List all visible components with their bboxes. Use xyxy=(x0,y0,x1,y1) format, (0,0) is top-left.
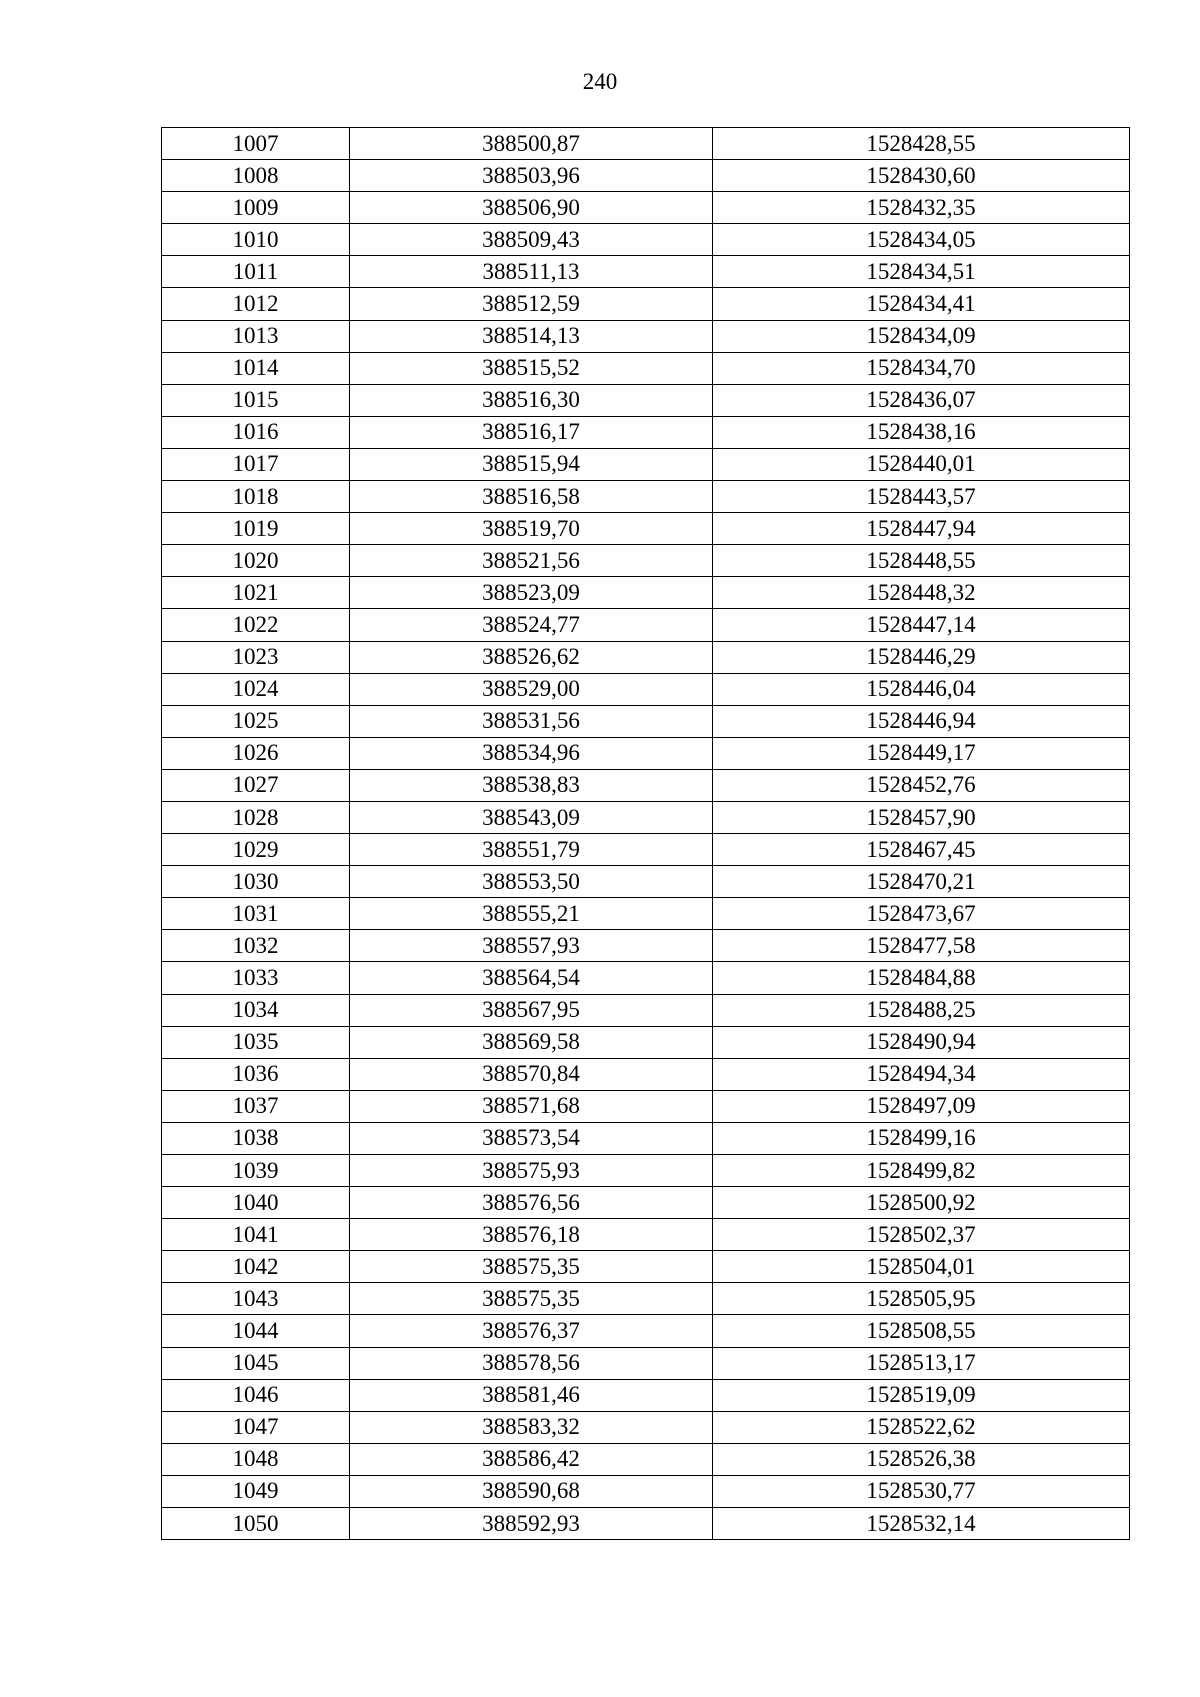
table-row xyxy=(162,513,1130,545)
x-coordinate-cell: 388551,79 xyxy=(350,834,713,866)
x-coordinate-cell: 388592,93 xyxy=(350,1508,713,1540)
x-coordinate-cell: 388511,13 xyxy=(350,256,713,288)
table-row xyxy=(162,1347,1130,1379)
table-row xyxy=(162,1219,1130,1251)
point-number-cell: 1044 xyxy=(162,1315,350,1347)
y-coordinate-cell: 1528446,04 xyxy=(713,673,1130,705)
table-row xyxy=(162,866,1130,898)
coordinates-table-body xyxy=(162,128,1130,1540)
y-coordinate-cell: 1528434,70 xyxy=(713,352,1130,384)
x-coordinate-cell: 388575,93 xyxy=(350,1155,713,1187)
table-row xyxy=(162,994,1130,1026)
y-coordinate-cell: 1528519,09 xyxy=(713,1379,1130,1411)
x-coordinate-cell: 388557,93 xyxy=(350,930,713,962)
y-coordinate-cell: 1528448,55 xyxy=(713,545,1130,577)
y-coordinate-cell: 1528448,32 xyxy=(713,577,1130,609)
table-row xyxy=(162,416,1130,448)
x-coordinate-cell: 388529,00 xyxy=(350,673,713,705)
x-coordinate-cell: 388575,35 xyxy=(350,1251,713,1283)
y-coordinate-cell: 1528438,16 xyxy=(713,416,1130,448)
table-row xyxy=(162,769,1130,801)
point-number-cell: 1036 xyxy=(162,1058,350,1090)
y-coordinate-cell: 1528432,35 xyxy=(713,192,1130,224)
point-number-cell: 1013 xyxy=(162,320,350,352)
y-coordinate-cell: 1528434,05 xyxy=(713,224,1130,256)
x-coordinate-cell: 388514,13 xyxy=(350,320,713,352)
y-coordinate-cell: 1528470,21 xyxy=(713,866,1130,898)
y-coordinate-cell: 1528430,60 xyxy=(713,160,1130,192)
y-coordinate-cell: 1528447,14 xyxy=(713,609,1130,641)
table-row xyxy=(162,160,1130,192)
table-row xyxy=(162,801,1130,833)
x-coordinate-cell: 388515,94 xyxy=(350,448,713,480)
y-coordinate-cell: 1528499,16 xyxy=(713,1122,1130,1154)
x-coordinate-cell: 388524,77 xyxy=(350,609,713,641)
point-number-cell: 1017 xyxy=(162,448,350,480)
point-number-cell: 1032 xyxy=(162,930,350,962)
table-row xyxy=(162,737,1130,769)
x-coordinate-cell: 388534,96 xyxy=(350,737,713,769)
point-number-cell: 1009 xyxy=(162,192,350,224)
point-number-cell: 1014 xyxy=(162,352,350,384)
y-coordinate-cell: 1528532,14 xyxy=(713,1508,1130,1540)
table-row xyxy=(162,705,1130,737)
y-coordinate-cell: 1528488,25 xyxy=(713,994,1130,1026)
y-coordinate-cell: 1528428,55 xyxy=(713,128,1130,160)
point-number-cell: 1019 xyxy=(162,513,350,545)
x-coordinate-cell: 388570,84 xyxy=(350,1058,713,1090)
point-number-cell: 1039 xyxy=(162,1155,350,1187)
table-row xyxy=(162,352,1130,384)
point-number-cell: 1016 xyxy=(162,416,350,448)
point-number-cell: 1033 xyxy=(162,962,350,994)
x-coordinate-cell: 388569,58 xyxy=(350,1026,713,1058)
y-coordinate-cell: 1528522,62 xyxy=(713,1411,1130,1443)
table-row xyxy=(162,1475,1130,1507)
point-number-cell: 1015 xyxy=(162,384,350,416)
y-coordinate-cell: 1528440,01 xyxy=(713,448,1130,480)
point-number-cell: 1048 xyxy=(162,1443,350,1475)
point-number-cell: 1029 xyxy=(162,834,350,866)
x-coordinate-cell: 388575,35 xyxy=(350,1283,713,1315)
point-number-cell: 1043 xyxy=(162,1283,350,1315)
x-coordinate-cell: 388526,62 xyxy=(350,641,713,673)
y-coordinate-cell: 1528490,94 xyxy=(713,1026,1130,1058)
table-row xyxy=(162,1283,1130,1315)
table-row xyxy=(162,1443,1130,1475)
point-number-cell: 1012 xyxy=(162,288,350,320)
table-row xyxy=(162,673,1130,705)
point-number-cell: 1038 xyxy=(162,1122,350,1154)
table-row xyxy=(162,448,1130,480)
y-coordinate-cell: 1528477,58 xyxy=(713,930,1130,962)
x-coordinate-cell: 388590,68 xyxy=(350,1475,713,1507)
x-coordinate-cell: 388573,54 xyxy=(350,1122,713,1154)
point-number-cell: 1040 xyxy=(162,1187,350,1219)
point-number-cell: 1050 xyxy=(162,1508,350,1540)
x-coordinate-cell: 388503,96 xyxy=(350,160,713,192)
table-row xyxy=(162,1026,1130,1058)
x-coordinate-cell: 388576,56 xyxy=(350,1187,713,1219)
x-coordinate-cell: 388523,09 xyxy=(350,577,713,609)
y-coordinate-cell: 1528434,51 xyxy=(713,256,1130,288)
y-coordinate-cell: 1528505,95 xyxy=(713,1283,1130,1315)
point-number-cell: 1007 xyxy=(162,128,350,160)
x-coordinate-cell: 388509,43 xyxy=(350,224,713,256)
y-coordinate-cell: 1528467,45 xyxy=(713,834,1130,866)
point-number-cell: 1022 xyxy=(162,609,350,641)
point-number-cell: 1045 xyxy=(162,1347,350,1379)
x-coordinate-cell: 388578,56 xyxy=(350,1347,713,1379)
point-number-cell: 1035 xyxy=(162,1026,350,1058)
y-coordinate-cell: 1528446,29 xyxy=(713,641,1130,673)
table-row xyxy=(162,384,1130,416)
x-coordinate-cell: 388586,42 xyxy=(350,1443,713,1475)
y-coordinate-cell: 1528504,01 xyxy=(713,1251,1130,1283)
x-coordinate-cell: 388543,09 xyxy=(350,801,713,833)
x-coordinate-cell: 388555,21 xyxy=(350,898,713,930)
page-number: 240 xyxy=(582,69,618,94)
table-row xyxy=(162,577,1130,609)
point-number-cell: 1026 xyxy=(162,737,350,769)
y-coordinate-cell: 1528530,77 xyxy=(713,1475,1130,1507)
point-number-cell: 1049 xyxy=(162,1475,350,1507)
table-row xyxy=(162,288,1130,320)
x-coordinate-cell: 388500,87 xyxy=(350,128,713,160)
point-number-cell: 1034 xyxy=(162,994,350,1026)
y-coordinate-cell: 1528513,17 xyxy=(713,1347,1130,1379)
table-row xyxy=(162,1122,1130,1154)
x-coordinate-cell: 388521,56 xyxy=(350,545,713,577)
x-coordinate-cell: 388516,17 xyxy=(350,416,713,448)
point-number-cell: 1041 xyxy=(162,1219,350,1251)
x-coordinate-cell: 388538,83 xyxy=(350,769,713,801)
y-coordinate-cell: 1528449,17 xyxy=(713,737,1130,769)
y-coordinate-cell: 1528452,76 xyxy=(713,769,1130,801)
x-coordinate-cell: 388567,95 xyxy=(350,994,713,1026)
point-number-cell: 1023 xyxy=(162,641,350,673)
point-number-cell: 1008 xyxy=(162,160,350,192)
point-number-cell: 1031 xyxy=(162,898,350,930)
y-coordinate-cell: 1528434,41 xyxy=(713,288,1130,320)
point-number-cell: 1010 xyxy=(162,224,350,256)
point-number-cell: 1047 xyxy=(162,1411,350,1443)
table-row xyxy=(162,898,1130,930)
table-row xyxy=(162,481,1130,513)
table-row xyxy=(162,1251,1130,1283)
table-row xyxy=(162,1315,1130,1347)
point-number-cell: 1021 xyxy=(162,577,350,609)
x-coordinate-cell: 388531,56 xyxy=(350,705,713,737)
point-number-cell: 1011 xyxy=(162,256,350,288)
table-row xyxy=(162,545,1130,577)
x-coordinate-cell: 388519,70 xyxy=(350,513,713,545)
table-row xyxy=(162,930,1130,962)
y-coordinate-cell: 1528446,94 xyxy=(713,705,1130,737)
table-row xyxy=(162,192,1130,224)
point-number-cell: 1020 xyxy=(162,545,350,577)
x-coordinate-cell: 388512,59 xyxy=(350,288,713,320)
table-row xyxy=(162,320,1130,352)
table-row xyxy=(162,1058,1130,1090)
point-number-cell: 1028 xyxy=(162,801,350,833)
point-number-cell: 1046 xyxy=(162,1379,350,1411)
y-coordinate-cell: 1528443,57 xyxy=(713,481,1130,513)
x-coordinate-cell: 388516,58 xyxy=(350,481,713,513)
table-row xyxy=(162,609,1130,641)
x-coordinate-cell: 388576,37 xyxy=(350,1315,713,1347)
y-coordinate-cell: 1528436,07 xyxy=(713,384,1130,416)
y-coordinate-cell: 1528434,09 xyxy=(713,320,1130,352)
x-coordinate-cell: 388553,50 xyxy=(350,866,713,898)
y-coordinate-cell: 1528526,38 xyxy=(713,1443,1130,1475)
table-row xyxy=(162,128,1130,160)
x-coordinate-cell: 388571,68 xyxy=(350,1090,713,1122)
point-number-cell: 1024 xyxy=(162,673,350,705)
x-coordinate-cell: 388576,18 xyxy=(350,1219,713,1251)
table-row xyxy=(162,1411,1130,1443)
table-row xyxy=(162,1090,1130,1122)
coordinates-table xyxy=(161,127,1130,1540)
point-number-cell: 1042 xyxy=(162,1251,350,1283)
y-coordinate-cell: 1528508,55 xyxy=(713,1315,1130,1347)
x-coordinate-cell: 388564,54 xyxy=(350,962,713,994)
point-number-cell: 1025 xyxy=(162,705,350,737)
y-coordinate-cell: 1528502,37 xyxy=(713,1219,1130,1251)
point-number-cell: 1030 xyxy=(162,866,350,898)
table-row xyxy=(162,1155,1130,1187)
table-row xyxy=(162,834,1130,866)
y-coordinate-cell: 1528494,34 xyxy=(713,1058,1130,1090)
x-coordinate-cell: 388583,32 xyxy=(350,1411,713,1443)
x-coordinate-cell: 388516,30 xyxy=(350,384,713,416)
point-number-cell: 1027 xyxy=(162,769,350,801)
x-coordinate-cell: 388581,46 xyxy=(350,1379,713,1411)
y-coordinate-cell: 1528473,67 xyxy=(713,898,1130,930)
table-row xyxy=(162,1379,1130,1411)
table-row xyxy=(162,256,1130,288)
table-row xyxy=(162,224,1130,256)
point-number-cell: 1018 xyxy=(162,481,350,513)
y-coordinate-cell: 1528497,09 xyxy=(713,1090,1130,1122)
table-row xyxy=(162,1508,1130,1540)
y-coordinate-cell: 1528457,90 xyxy=(713,801,1130,833)
x-coordinate-cell: 388506,90 xyxy=(350,192,713,224)
y-coordinate-cell: 1528499,82 xyxy=(713,1155,1130,1187)
table-row xyxy=(162,1187,1130,1219)
y-coordinate-cell: 1528500,92 xyxy=(713,1187,1130,1219)
y-coordinate-cell: 1528447,94 xyxy=(713,513,1130,545)
point-number-cell: 1037 xyxy=(162,1090,350,1122)
table-row xyxy=(162,962,1130,994)
y-coordinate-cell: 1528484,88 xyxy=(713,962,1130,994)
table-row xyxy=(162,641,1130,673)
x-coordinate-cell: 388515,52 xyxy=(350,352,713,384)
